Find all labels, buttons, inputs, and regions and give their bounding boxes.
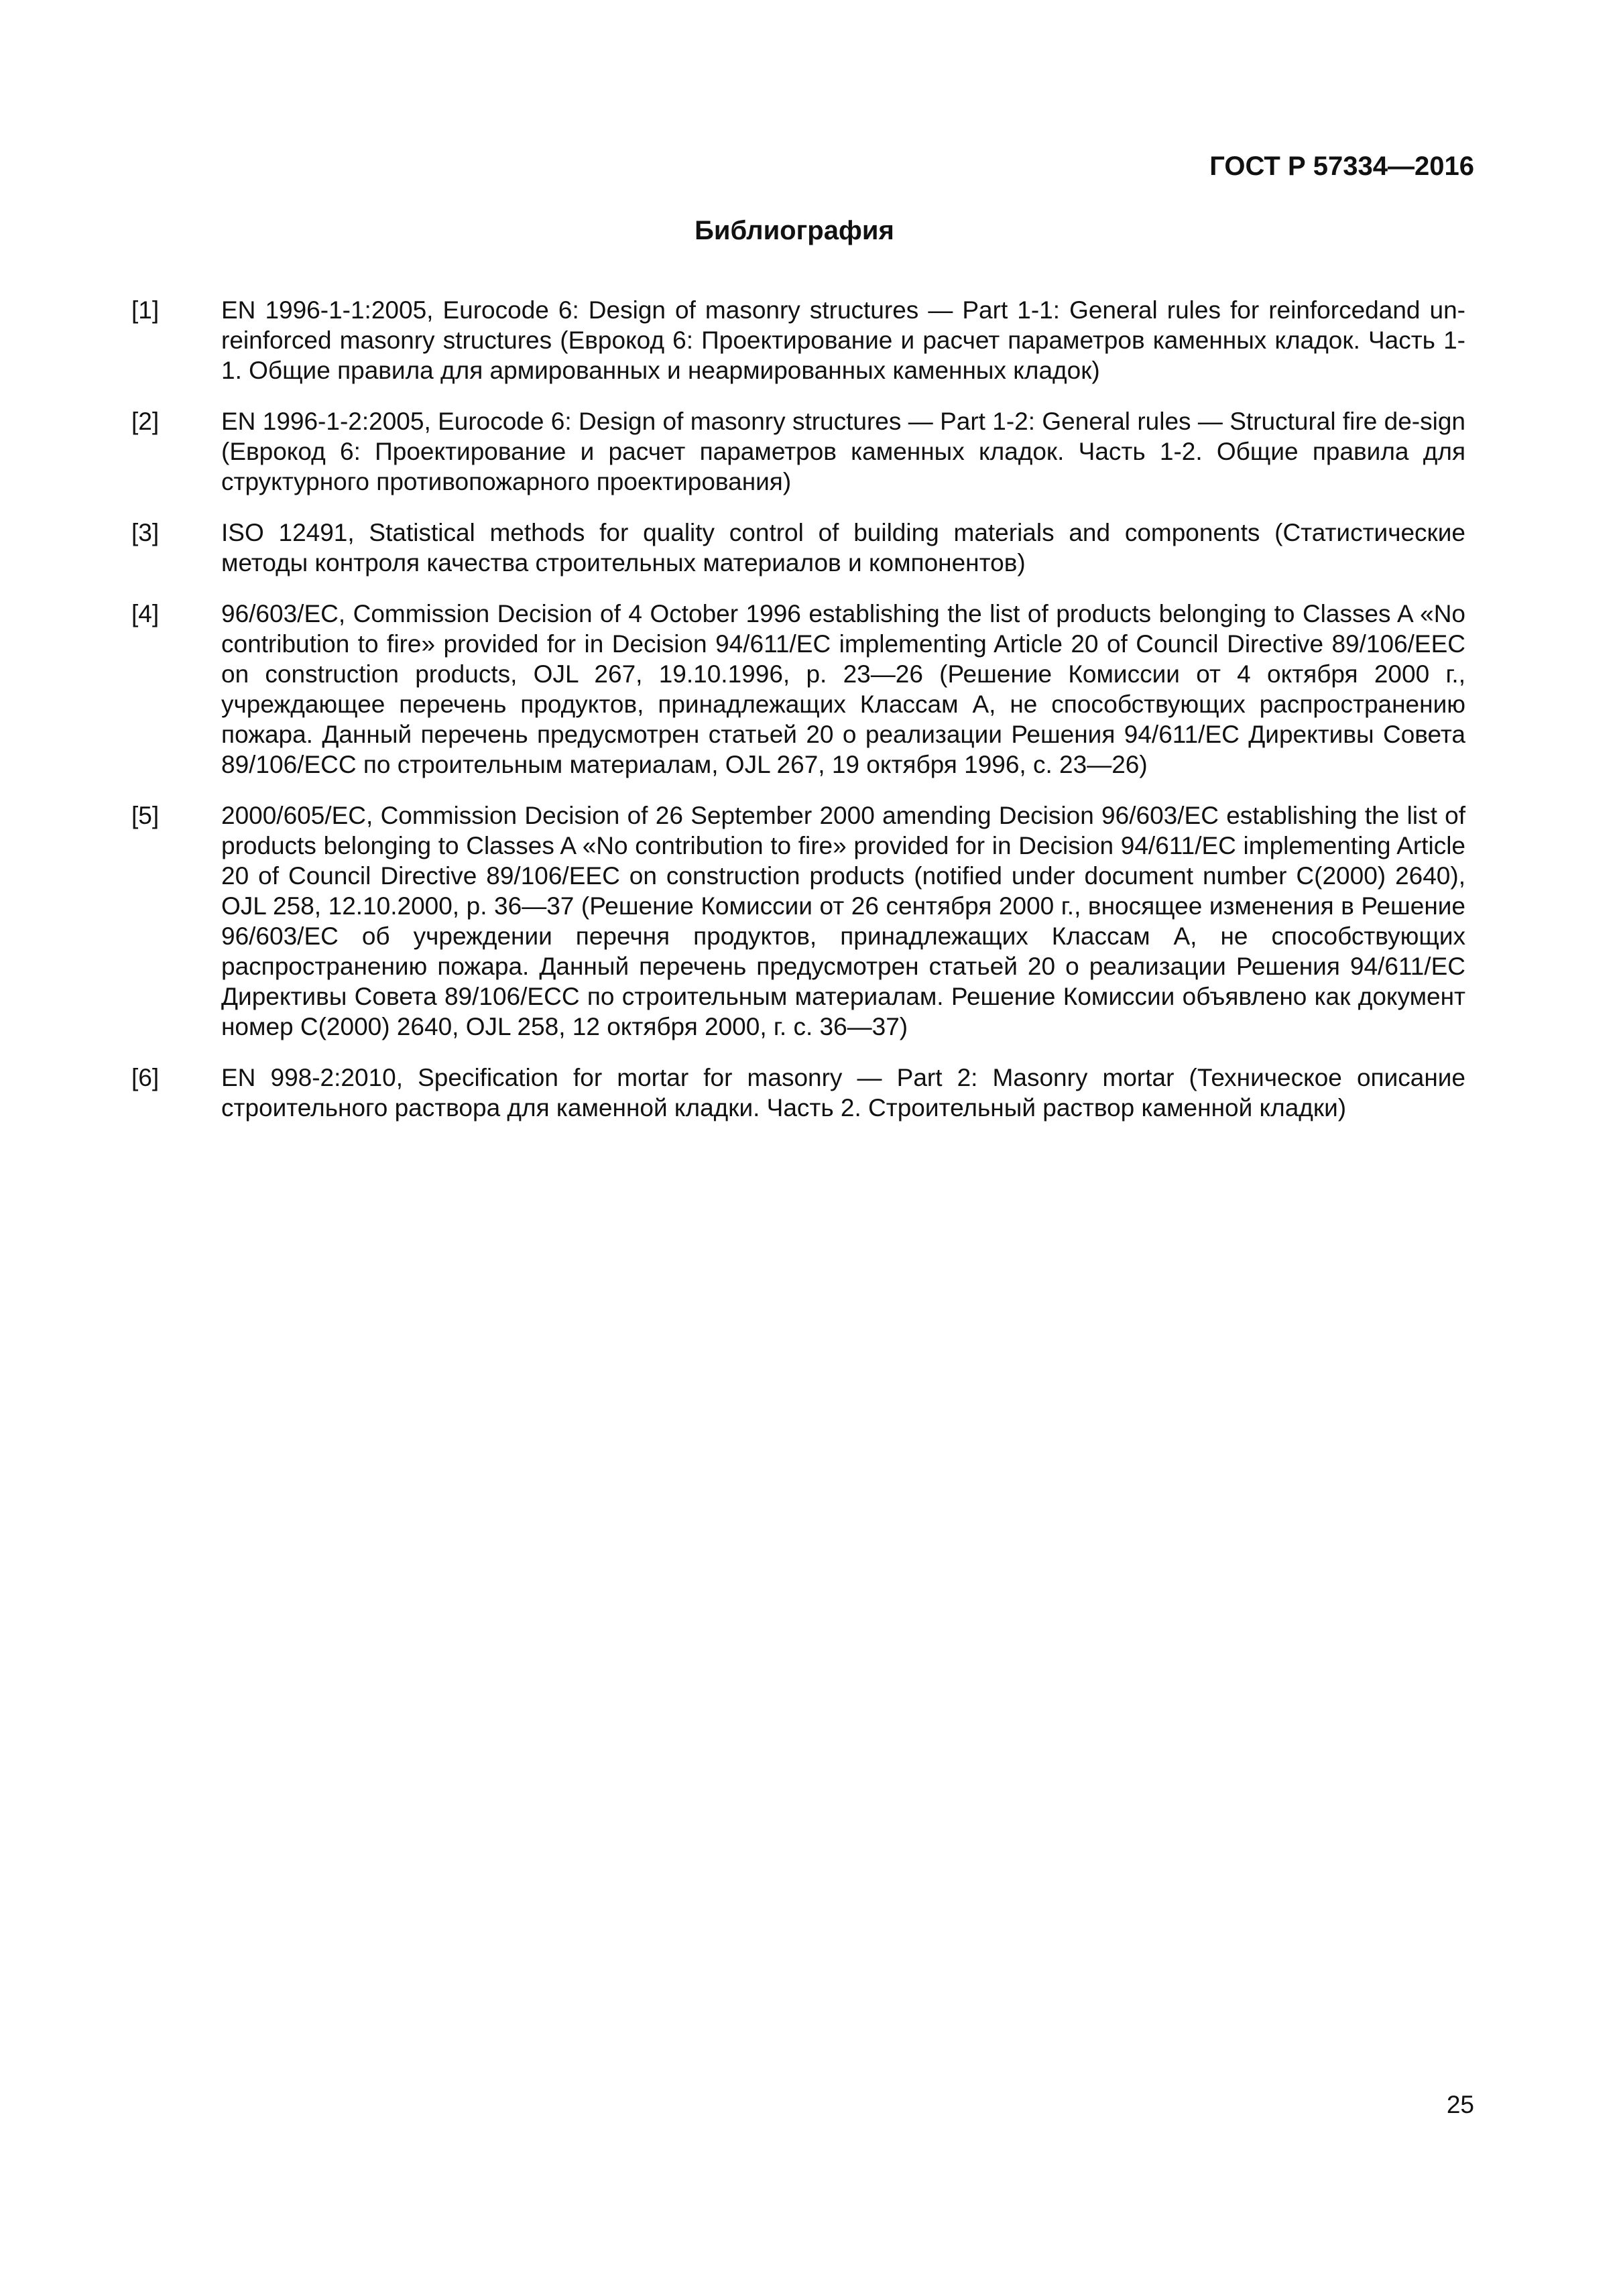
bibliography-list xyxy=(131,295,1472,1144)
bibliography-title: Библиография xyxy=(695,216,894,245)
entry-text: ISO 12491, Statistical methods for quality control of building materials and components (Статистические методы контроля качества строительных материалов и компонентов) xyxy=(221,519,1465,577)
entry-number: [2] xyxy=(131,408,160,435)
bibliography-entry xyxy=(131,518,1472,578)
entry-number: [4] xyxy=(131,600,160,627)
entry-number: [3] xyxy=(131,519,160,546)
bibliography-entry xyxy=(131,295,1472,385)
entry-number: [6] xyxy=(131,1064,160,1091)
entry-number: [5] xyxy=(131,802,160,829)
entry-number: [1] xyxy=(131,296,160,324)
entry-text: EN 998-2:2010, Specification for mortar for masonry — Part 2: Masonry mortar (Техническое описание строительного раствора для каменной кладки. Часть 2. Строительный раствор каменной кладки) xyxy=(221,1064,1465,1122)
bibliography-entry xyxy=(131,599,1472,780)
document-id: ГОСТ Р 57334—2016 xyxy=(1209,152,1474,181)
entry-text: 96/603/EC, Commission Decision of 4 October 1996 establishing the list of products belonging to Classes A «No contribution to fire» provided for in Decision 94/611/EC implementing Article 20 of Council Directive 89/106/EEC on construction products, OJL 267, 19.10.1996, p. 23—26 (Решение Комиссии от 4 октября 2000 г., учреждающее перечень продуктов, принадлежащих Классам А, не способствующих распространению пожара. Данный перечень предусмотрен статьей 20 о реализации Решения 94/611/ЕС Директивы Совета 89/106/ЕСС по строительным материалам, OJL 267, 19 октября 1996, с. 23—26) xyxy=(221,600,1465,778)
bibliography-entry xyxy=(131,1063,1472,1123)
entry-text: EN 1996-1-1:2005, Eurocode 6: Design of masonry structures — Part 1-1: General rules for reinforcedand un-reinforced masonry structures (Еврокод 6: Проектирование и расчет параметров каменных кладок. Часть 1-1. Общие правила для армированных и неармированных каменных кладок) xyxy=(221,296,1465,384)
bibliography-entry xyxy=(131,406,1472,497)
entry-text: 2000/605/EC, Commission Decision of 26 September 2000 amending Decision 96/603/EC establishing the list of products belonging to Classes A «No contribution to fire» provided for in Decision 94/611/EC implementing Article 20 of Council Directive 89/106/EEC on construction products (notified under document number C(2000) 2640), OJL 258, 12.10.2000, p. 36—37 (Решение Комиссии от 26 сентября 2000 г., вносящее изменения в Решение 96/603/ЕС об учреждении перечня продуктов, принадлежащих Классам А, не способствующих распространению пожара. Данный перечень предусмотрен статьей 20 о реализации Решения 94/611/ЕС Директивы Совета 89/106/ЕСС по строительным материалам. Решение Комиссии объявлено как документ номер С(2000) 2640, OJL 258, 12 октября 2000, г. с. 36—37) xyxy=(221,802,1465,1040)
bibliography-entry xyxy=(131,800,1472,1042)
entry-text: EN 1996-1-2:2005, Eurocode 6: Design of masonry structures — Part 1-2: General rules — Structural fire de-sign (Еврокод 6: Проектирование и расчет параметров каменных кладок. Часть 1-2. Общие правила для структурного противопожарного проектирования) xyxy=(221,408,1465,495)
page-number: 25 xyxy=(1446,2091,1474,2118)
